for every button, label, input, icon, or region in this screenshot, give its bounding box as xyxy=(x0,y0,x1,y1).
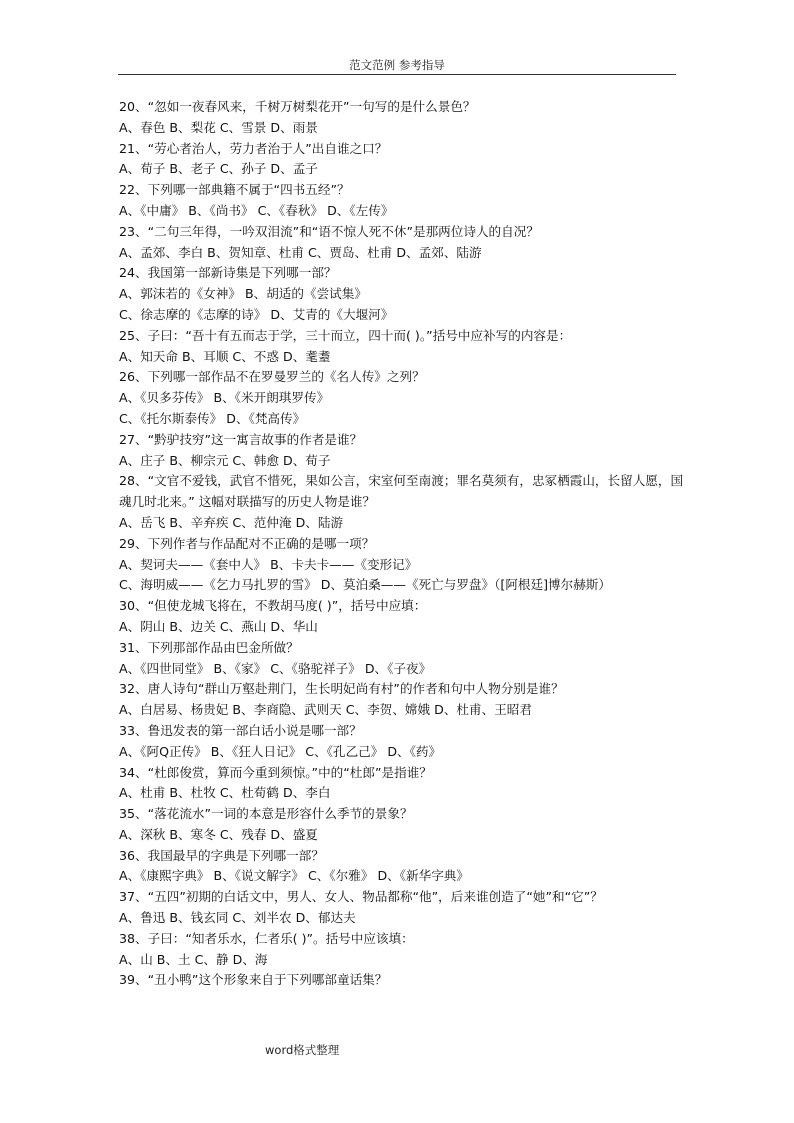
question-line: 21、“劳心者治人，劳力者治于人”出自谁之口？ xyxy=(119,140,388,156)
answer-line: A、深秋 B、寒冬 C、残春 D、盛夏 xyxy=(119,826,318,842)
question-line: 23、“二句三年得，一吟双泪流”和“语不惊人死不休”是那两位诗人的自况？ xyxy=(119,223,539,239)
question-line: 35、“落花流水”一词的本意是形容什么季节的景象？ xyxy=(119,806,413,822)
question-line: 27、“黔驴技穷”这一寓言故事的作者是谁？ xyxy=(119,431,363,447)
answer-line: C、徐志摩的《志摩的诗》 D、艾青的《大堰河》 xyxy=(119,306,394,322)
answer-line: A、荀子 B、老子 C、孙子 D、孟子 xyxy=(119,161,318,177)
answer-line: A、春色 B、梨花 C、雪景 D、雨景 xyxy=(119,119,318,135)
answer-line: A、郭沫若的《女神》 B、胡适的《尝试集》 xyxy=(119,286,367,302)
question-line: 20、“忽如一夜春风来，千树万树梨花开”一句写的是什么景色？ xyxy=(119,99,476,114)
answer-line: A、白居易、杨贵妃 B、李商隐、武则天 C、李贺、嫦娥 D、杜甫、王昭君 xyxy=(119,702,532,718)
question-line: 30、“但使龙城飞将在，不教胡马度( )”，括号中应填： xyxy=(119,598,427,614)
page-header: 范文范例 参考指导 xyxy=(349,58,445,72)
answer-line: A、《中庸》 B、《尚书》 C、《春秋》 D、《左传》 xyxy=(119,202,394,218)
question-line: 25、子曰：“吾十有五而志于学，三十而立，四十而( )。”括号中应补写的内容是： xyxy=(119,327,572,343)
answer-line: A、《康熙字典》 B、《说文解字》 C、《尔雅》 D、《新华字典》 xyxy=(119,868,469,884)
question-line: 31、下列那部作品由巴金所做？ xyxy=(119,639,299,655)
question-line: 36、我国最早的字典是下列哪一部？ xyxy=(119,847,324,863)
question-list xyxy=(119,97,684,991)
header-divider xyxy=(118,74,676,75)
question-line: 24、我国第一部新诗集是下列哪一部？ xyxy=(119,265,337,281)
answer-line: C、《托尔斯泰传》 D、《梵高传》 xyxy=(119,410,306,426)
answer-line: C、海明威——《乞力马扎罗的雪》 D、莫泊桑——《死亡与罗盘》（[阿根廷]博尔赫斯） xyxy=(119,577,611,593)
question-line: 33、鲁迅发表的第一部白话小说是哪一部？ xyxy=(119,722,362,738)
question-line: 22、下列哪一部典籍不属于“四书五经”？ xyxy=(119,182,350,198)
answer-line: A、鲁迅 B、钱玄同 C、刘半农 D、郁达夫 xyxy=(119,910,356,926)
answer-line: A、知天命 B、耳顺 C、不惑 D、耄耋 xyxy=(119,348,331,364)
question-line: 29、下列作者与作品配对不正确的是哪一项？ xyxy=(119,535,375,551)
answer-line: A、岳飞 B、辛弃疾 C、范仲淹 D、陆游 xyxy=(119,514,344,530)
answer-line: A、《阿Q正传》 B、《狂人日记》 C、《孔乙己》 D、《药》 xyxy=(119,743,442,759)
question-line: 32、唐人诗句“群山万壑赴荆门，生长明妃尚有村”的作者和句中人物分别是谁？ xyxy=(119,681,564,697)
answer-line: A、《贝多芬传》 B、《米开朗琪罗传》 xyxy=(119,390,330,406)
answer-line: A、杜甫 B、杜牧 C、杜荀鹤 D、李白 xyxy=(119,785,331,801)
question-line: 39、“丑小鸭”这个形象来自于下列哪部童话集？ xyxy=(119,972,388,988)
answer-line: A、阴山 B、边关 C、燕山 D、华山 xyxy=(119,618,318,634)
answer-line: A、《四世同堂》 B、《家》 C、《骆驼祥子》 D、《子夜》 xyxy=(119,660,432,676)
question-line: 34、“杜郎俊赏，算而今重到须惊。”中的“杜郎”是指谁？ xyxy=(119,764,432,780)
question-line: 26、下列哪一部作品不在罗曼罗兰的《名人传》之列？ xyxy=(119,369,425,385)
question-line: 37、“五四”初期的白话文中，男人、女人、物品都称“他”，后来谁创造了“她”和“它”？ xyxy=(119,889,603,905)
answer-line: A、庄子 B、柳宗元 C、韩愈 D、荀子 xyxy=(119,452,331,468)
answer-line: A、山 B、土 C、静 D、海 xyxy=(119,951,268,967)
answer-line: A、孟郊、李白 B、贺知章、杜甫 C、贾岛、杜甫 D、孟郊、陆游 xyxy=(119,244,482,260)
answer-line: A、契诃夫——《套中人》 B、卡夫卡——《变形记》 xyxy=(119,556,418,572)
page-footer: word格式整理 xyxy=(265,1043,340,1057)
question-line: 28、“文官不爱钱，武官不惜死，果如公言，宋室何至南渡；罪名莫须有，忠冢栖霞山，长留人愿，国魂几时北来。” 这幅对联描写的历史人物是谁？ xyxy=(119,473,684,510)
question-line: 38、子曰：“知者乐水，仁者乐( )”。括号中应该填： xyxy=(119,930,414,946)
